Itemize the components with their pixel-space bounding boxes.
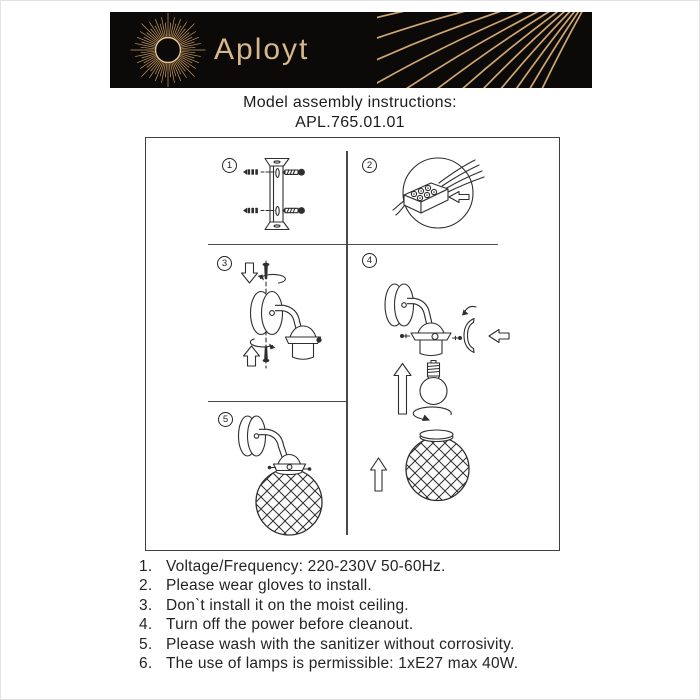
rotate-icon (258, 274, 286, 283)
instruction-text: Please wash with the sanitizer without corrosivity. (166, 635, 515, 653)
arrow-down-icon (242, 263, 258, 283)
step-4-assembly-illustration (361, 263, 556, 543)
instruction-number: 1. (139, 558, 153, 575)
step-3-canopy-illustration (201, 258, 331, 406)
sunburst-logo-icon (126, 13, 210, 87)
step-2-wiring-illustration (391, 152, 491, 236)
instruction-number: 3. (139, 596, 153, 614)
socket-icon (400, 323, 462, 356)
brand-wordmark: Aployt (214, 33, 310, 66)
socket-icon (286, 326, 322, 359)
instruction-text: The use of lamps is permissible: 1xE27 max 40W. (166, 655, 519, 673)
instruction-number: 5. (139, 635, 153, 653)
step-1-number: 1 (222, 158, 237, 173)
screw-icon (263, 347, 270, 362)
instruction-text: Voltage/Frequency: 220-230V 50-60Hz. (166, 558, 446, 575)
model-number: APL.765.01.01 (295, 114, 405, 131)
step-4-number: 4 (362, 253, 377, 268)
page-title: Model assembly instructions: (243, 94, 457, 111)
horizontal-divider-top (208, 244, 498, 246)
arrow-up-icon (244, 346, 260, 366)
instruction-item (139, 596, 518, 615)
instructions-list (139, 557, 518, 673)
step-2-number: 2 (362, 158, 377, 173)
arrow-left-icon (489, 330, 509, 343)
assembly-diagram-box (145, 137, 560, 551)
mesh-shade-icon (256, 469, 322, 535)
rotate-icon (413, 407, 451, 421)
instruction-item (139, 654, 518, 673)
screw-icon (263, 263, 270, 279)
mesh-shade-icon (406, 438, 469, 501)
socket-icon (268, 455, 312, 471)
instruction-number: 2. (139, 577, 153, 595)
screw-icon (282, 169, 305, 214)
instruction-number: 6. (139, 655, 153, 673)
instruction-item (139, 635, 518, 654)
instruction-item (139, 576, 518, 595)
instruction-item (139, 557, 518, 576)
instruction-text: Don`t install it on the moist ceiling. (166, 596, 409, 614)
arrow-up-icon (394, 364, 411, 415)
instruction-number: 4. (139, 616, 153, 634)
rotate-icon (250, 339, 275, 350)
instruction-item (139, 615, 518, 634)
wall-anchor-icon (243, 169, 258, 213)
instruction-text: Please wear gloves to install. (166, 577, 372, 595)
step-3-number: 3 (217, 256, 232, 271)
arrow-up-icon (371, 458, 387, 491)
step-5-finished-lamp-illustration (201, 413, 351, 543)
step-5-number: 5 (218, 412, 233, 427)
step-1-bracket-illustration (236, 153, 316, 235)
brand-banner (110, 12, 592, 88)
instruction-text: Turn off the power before cleanout. (166, 616, 414, 634)
decorative-rays-icon (377, 12, 592, 88)
bulb-icon (420, 361, 447, 405)
hook-icon (462, 306, 476, 352)
